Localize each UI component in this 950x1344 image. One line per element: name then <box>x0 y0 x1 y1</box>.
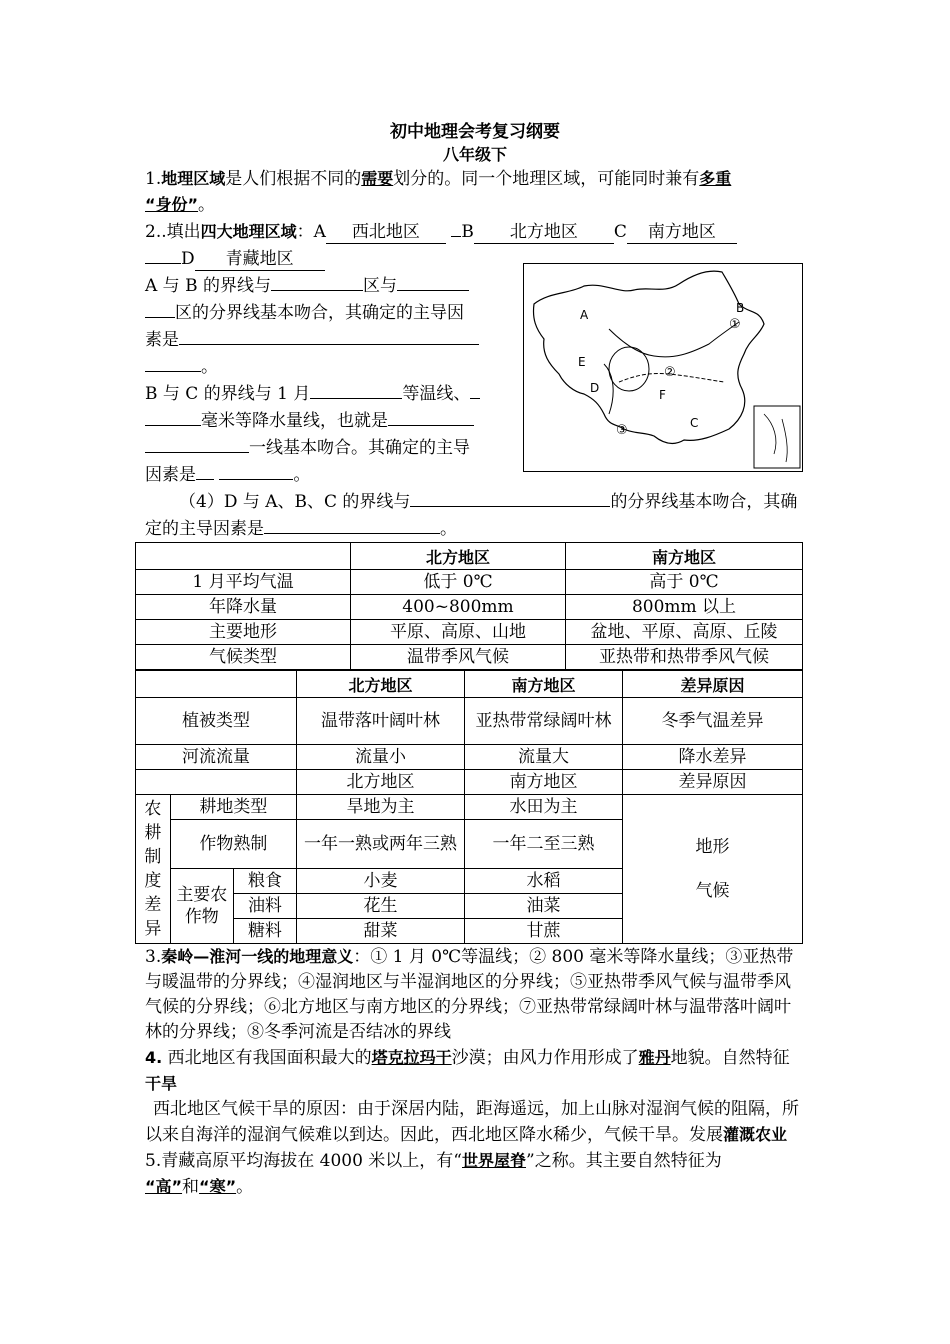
table-cell: 主要农作物 <box>170 869 233 944</box>
table-cell: 主要地形 <box>136 620 351 645</box>
table-cell: 北方地区 <box>351 543 566 570</box>
table-cell: 糖料 <box>233 919 296 944</box>
answer-c: 南方地区 <box>627 221 737 244</box>
page-title: 初中地理会考复习纲要 <box>390 122 560 142</box>
table-cell: 年降水量 <box>136 595 351 620</box>
table-cell: 亚热带常绿阔叶林 <box>465 698 623 745</box>
answer-b: 北方地区 <box>474 221 614 244</box>
table-cell: 油菜 <box>465 894 623 919</box>
table-cell: 差异原因 <box>623 671 803 698</box>
china-regions-map <box>523 263 803 472</box>
reasons-cell: 地形 气候 <box>623 795 803 944</box>
table-cell: 植被类型 <box>136 698 297 745</box>
page-subtitle: 八年级下 <box>442 145 507 164</box>
table-cell: 差异原因 <box>623 770 803 795</box>
map-label-d: D <box>590 381 600 395</box>
map-label-c: C <box>690 416 699 430</box>
table-cell: 800mm 以上 <box>566 595 803 620</box>
table-row <box>136 570 803 595</box>
map-marker-2: ② <box>664 365 676 380</box>
table-row <box>136 745 803 770</box>
table-cell: 亚热带和热带季风气候 <box>566 645 803 670</box>
table-cell: 南方地区 <box>566 543 803 570</box>
map-svg <box>524 264 802 471</box>
q4-reason-paragraph: 西北地区气候干旱的原因：由于深居内陆，距海遥远，加上山脉对湿润气候的阻隔，所以来自海洋的湿润气候难以到达。因此，西北地区降水稀少，气候干旱。发展灌溉农业 <box>145 1099 799 1145</box>
comparison-table-2 <box>135 670 803 944</box>
table-cell: 水稻 <box>465 869 623 894</box>
table-cell: 流量小 <box>297 745 465 770</box>
q4-paragraph: 4. 西北地区有我国面积最大的塔克拉玛干沙漠；由风力作用形成了雅丹地貌。自然特征干旱 <box>145 1048 790 1093</box>
table-cell: 气候类型 <box>136 645 351 670</box>
table-row <box>136 595 803 620</box>
table-row <box>136 698 803 745</box>
q2-part4: （4）D 与 A、B、C 的界线与 的分界线基本吻合，其确 <box>145 488 805 515</box>
map-label-e: E <box>578 355 586 369</box>
table-cell: 旱地为主 <box>297 795 465 820</box>
table-cell: 1 月平均气温 <box>136 570 351 595</box>
table-cell: 耕地类型 <box>170 795 296 820</box>
table-cell: 冬季气温差异 <box>623 698 803 745</box>
document-page: 初中地理会考复习纲要 八年级下 1.地理区域是人们根据不同的需要划分的。同一个地理区域，可能同时兼有多重 “身份”。 2..填出四大地理区域：A 西北地区 B 北方地区 C 南方地区 D 青藏地区 A 与 B 的界线与 区与 区的分界线基本吻合，其确定的主导因 素是 。 B 与 C 的界线与 1 月 等温线、 毫米等降水量线，也就是 一线基本吻合。其确定的主导 因素是 。 A B C D E F ① ② ③ （4）D 与 A、B、C 的界线与 的分界线基本吻合，其确 定的主导因素是 。 北方地区 南方地区 1 月平均气温 低于 0℃ 高于 0℃ 年降水量 400~800mm 800mm 以上 主要地形 平原、高原、山地 盆地、平原、高原、丘陵 气候类型 温带季风气候 亚热带和热带季风气候 北方地区 南方地区 差异原因 植被类型 温带落叶阔叶林 亚热带常绿阔叶林 冬季气温差异 河流流量 流量小 流量大 降水差异 北方地区 南方地区 差异原因 农耕制度差异 耕地类型 旱地为主 水田为主 地形 气候 作物熟制 一年一熟或两年三熟 一年二至三熟 主要农作物 粮食 小麦 水稻 油料 花生 油菜 糖料 甜菜 甘蔗 3.秦岭—淮河一线的地理意义：① 1 月 0℃等温线；② 800 毫米等降水量线；③亚热带与暖温带的分界线；④湿润地区与半湿润地区的分界线；⑤亚热带季风气候与温带季风气候的分界线；⑥北方地区与南方地区的分界线；⑦亚热带常绿阔叶林与温带落叶阔叶林的分界线；⑧冬季河流是否结冰的界线 4. 西北地区有我国面积最大的塔克拉玛干沙漠；由风力作用形成了雅丹地貌。自然特征干旱 西北地区气候干旱的原因：由于深居内陆，距海遥远，加上山脉对湿润气候的阻隔，所以来自海洋的湿润气候难以到达。因此，西北地区降水稀少，气候干旱。发展灌溉农业 5.青藏高原平均海拔在 4000 米以上，有“世界屋脊”之称。其主要自然特征为 “高”和“寒”。 <box>145 120 805 1200</box>
map-label-f: F <box>659 388 666 402</box>
table-cell: 盆地、平原、高原、丘陵 <box>566 620 803 645</box>
table-row <box>136 620 803 645</box>
q1-paragraph: 1.地理区域是人们根据不同的需要划分的。同一个地理区域，可能同时兼有多重 “身份”。 <box>145 169 732 215</box>
table-cell: 甘蔗 <box>465 919 623 944</box>
table-cell: 南方地区 <box>465 671 623 698</box>
table-cell: 油料 <box>233 894 296 919</box>
table-cell: 甜菜 <box>297 919 465 944</box>
table-cell: 400~800mm <box>351 595 566 620</box>
table-cell: 南方地区 <box>465 770 623 795</box>
table-row <box>136 795 803 820</box>
table-cell: 低于 0℃ <box>351 570 566 595</box>
table-cell: 粮食 <box>233 869 296 894</box>
q5-paragraph: 5.青藏高原平均海拔在 4000 米以上，有“世界屋脊”之称。其主要自然特征为 “高”和“寒”。 <box>145 1151 722 1197</box>
table-cell: 小麦 <box>297 869 465 894</box>
table-cell: 北方地区 <box>297 671 465 698</box>
table-cell: 温带季风气候 <box>351 645 566 670</box>
q3-paragraph: 3.秦岭—淮河一线的地理意义：① 1 月 0℃等温线；② 800 毫米等降水量线；③亚热带与暖温带的分界线；④湿润地区与半湿润地区的分界线；⑤亚热带季风气候与温带季风气候的分界线；⑥北方地区与南方地区的分界线；⑦亚热带常绿阔叶林与温带落叶阔叶林的分界线；⑧冬季河流是否结冰的界线 <box>145 947 794 1042</box>
table-cell: 花生 <box>297 894 465 919</box>
agri-label: 农耕制度差异 <box>136 795 171 944</box>
table-cell: 河流流量 <box>136 745 297 770</box>
map-label-b: B <box>736 301 745 315</box>
answer-d: 青藏地区 <box>195 248 325 271</box>
table-cell: 水田为主 <box>465 795 623 820</box>
table-row <box>136 770 803 795</box>
comparison-table-1 <box>135 542 803 670</box>
answer-a: 西北地区 <box>326 221 446 244</box>
table-cell: 降水差异 <box>623 745 803 770</box>
q2-paragraph: 2..填出四大地理区域：A 西北地区 B 北方地区 C 南方地区 D 青藏地区 <box>145 218 805 272</box>
table-cell: 平原、高原、山地 <box>351 620 566 645</box>
table-cell <box>136 543 351 570</box>
boundary-questions: A 与 B 的界线与 区与 区的分界线基本吻合，其确定的主导因 素是 。 B 与 C 的界线与 1 月 等温线、 毫米等降水量线，也就是 一线基本吻合。其确定的主导 因素是 。 <box>145 272 505 488</box>
map-label-a: A <box>580 308 589 322</box>
table-cell: 一年一熟或两年三熟 <box>297 820 465 869</box>
table-cell: 北方地区 <box>297 770 465 795</box>
table-cell: 温带落叶阔叶林 <box>297 698 465 745</box>
table-cell: 一年二至三熟 <box>465 820 623 869</box>
table-cell: 高于 0℃ <box>566 570 803 595</box>
table-row <box>136 645 803 670</box>
table-cell: 流量大 <box>465 745 623 770</box>
table-cell <box>136 770 297 795</box>
map-marker-1: ① <box>729 317 741 332</box>
table-cell: 作物熟制 <box>170 820 296 869</box>
map-marker-3: ③ <box>616 423 628 438</box>
table-cell <box>136 671 297 698</box>
